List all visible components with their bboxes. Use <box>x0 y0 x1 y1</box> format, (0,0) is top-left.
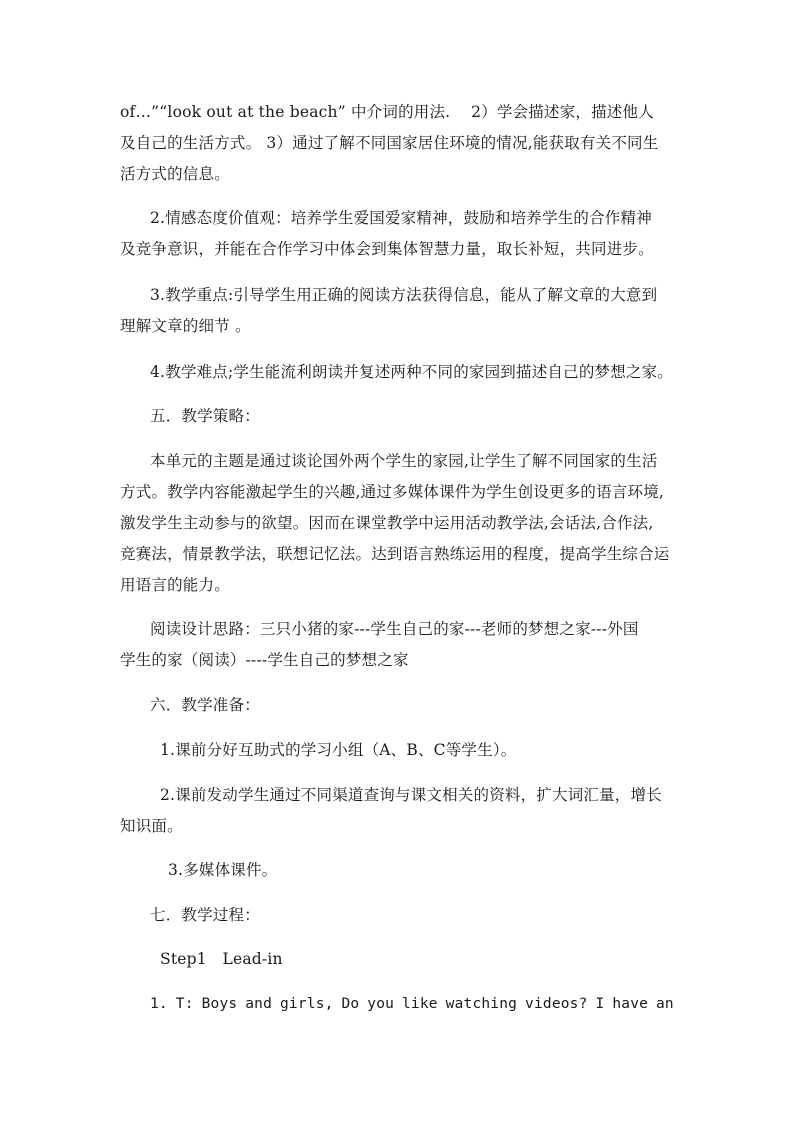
word: and <box>245 996 273 1012</box>
paragraph-line: 及竞争意识，并能在合作学习中体会到集体智慧力量，取长补短，共同进步。 <box>120 240 654 258</box>
word: Do <box>341 996 360 1012</box>
paragraph-line: 阅读设计思路：三只小猪的家---学生自己的家---老师的梦想之家---外国 <box>150 620 639 638</box>
paragraph-line: 理解文章的细节 。 <box>120 317 251 335</box>
paragraph-line: 方式。教学内容能激起学生的兴趣,通过多媒体课件为学生创设更多的语言环境, <box>120 483 665 501</box>
list-item: 2.课前发动学生通过不同渠道查询与课文相关的资料，扩大词汇量，增长 <box>160 786 662 804</box>
word: girls, <box>279 996 334 1012</box>
paragraph-line: 本单元的主题是通过谈论国外两个学生的家园,让学生了解不同国家的生活 <box>150 452 658 470</box>
dialogue-line <box>150 993 674 1015</box>
section-heading: 七．教学过程： <box>150 906 260 924</box>
word: watching <box>445 996 518 1012</box>
step-heading: Step1 Lead-in <box>160 950 283 968</box>
list-item: 3.多媒体课件。 <box>168 861 278 879</box>
list-item: 1.课前分好互助式的学习小组（A、B、C等学生）。 <box>160 741 517 759</box>
paragraph-line: of…”“look out at the beach” 中介词的用法. 2）学会描述家，描述他人 <box>120 103 654 121</box>
word: Boys <box>201 996 238 1012</box>
paragraph-line: 活方式的信息。 <box>120 165 230 183</box>
paragraph-line: 竞赛法，情景教学法，联想记忆法。达到语言熟练运用的程度，提高学生综合运 <box>120 545 670 563</box>
word: you <box>367 996 395 1012</box>
word: videos? <box>525 996 588 1012</box>
paragraph-line: 及自己的生活方式。 3）通过了解不同国家居住环境的情况,能获取有关不同生 <box>120 134 659 152</box>
word: 1. <box>150 996 168 1012</box>
paragraph-line: 激发学生主动参与的欲望。因而在课堂教学中运用活动教学法,会话法,合作法, <box>120 514 654 532</box>
word: have <box>612 996 649 1012</box>
paragraph-line: 用语言的能力。 <box>120 576 230 594</box>
section-heading: 六．教学准备： <box>150 696 260 714</box>
paragraph-line: 学生的家（阅读）----学生自己的梦想之家 <box>120 651 409 669</box>
paragraph-line: 知识面。 <box>120 817 183 835</box>
word: I <box>595 996 605 1012</box>
word: like <box>402 996 438 1012</box>
paragraph-line: 2.情感态度价值观：培养学生爱国爱家精神，鼓励和培养学生的合作精神 <box>150 209 652 227</box>
section-heading: 五．教学策略： <box>150 407 260 425</box>
word: an <box>655 996 674 1012</box>
word: T: <box>175 996 194 1012</box>
paragraph-line: 3.教学重点:引导学生用正确的阅读方法获得信息，能从了解文章的大意到 <box>150 286 658 304</box>
paragraph-line: 4.教学难点;学生能流利朗读并复述两种不同的家园到描述自己的梦想之家。 <box>150 363 674 381</box>
